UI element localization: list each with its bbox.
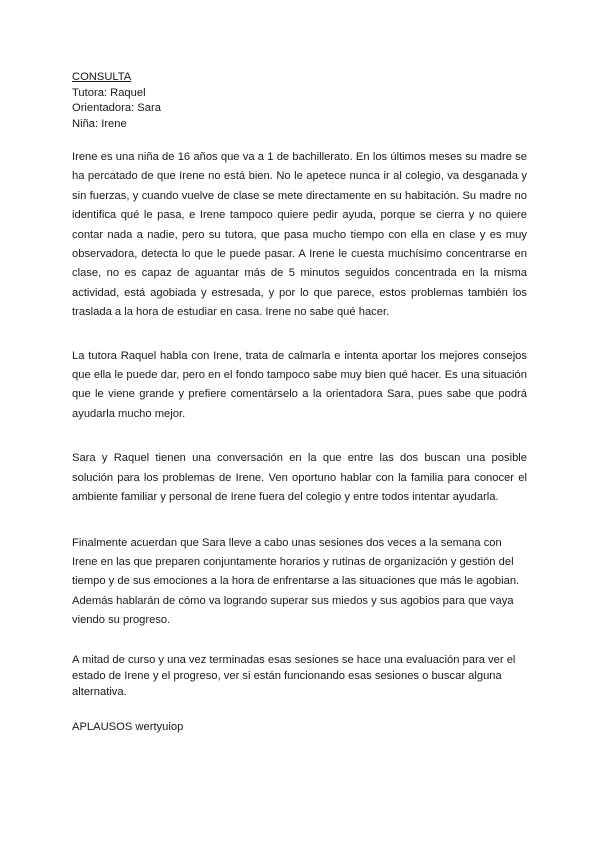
closing-line: APLAUSOS wertyuiop xyxy=(72,720,184,733)
document-title: CONSULTA xyxy=(72,71,132,83)
paragraph-tutor-talk: La tutora Raquel habla con Irene, trata de calmarla e intenta aportar los mejores consejos que ella le puede dar, pero en el fondo tampoco sabe muy bien qué hacer. Es una situación que le viene grande y prefiere comentárselo a la orientadora Sara, pues sabe que podrá ayudarla mucho mejor. xyxy=(72,349,527,420)
paragraph-meeting: Sara y Raquel tienen una conversación en la que entre las dos buscan una posible solución para los problemas de Irene. Ven oportuno hablar con la familia para conocer el ambiente familiar y personal de Irene fuera del colegio y entre todos intentar ayudarla. xyxy=(72,452,527,504)
document-page xyxy=(72,70,527,735)
counselor-line: Orientadora: Sara xyxy=(72,102,161,114)
tutor-line: Tutora: Raquel xyxy=(72,86,146,99)
paragraph-sessions: Finalmente acuerdan que Sara lleve a cabo unas sesiones dos veces a la semana con Irene en las que preparen conjuntamente horarios y rutinas de organización y gestión del tiempo y de sus emociones a la hora de enfrentarse a las situaciones que más le agobian. Además hablarán de cómo va logrando superar sus miedos y sus agobios para que vaya viendo su progreso. xyxy=(72,536,520,627)
student-line: Niña: Irene xyxy=(72,117,127,130)
paragraph-case-description: Irene es una niña de 16 años que va a 1 de bachillerato. En los últimos meses su madre se ha percatado de que Irene no está bien. No le apetece nunca ir al colegio, va desganada y sin fuerzas, y cuando vuelve de clase se mete directamente en su habitación. Su madre no identifica qué le pasa, e Irene tampoco quiere pedir ayuda, porque se cierra y no quiere contar nada a nadie, pero su tutora, que pasa mucho tiempo con ella en clase y es muy observadora, detecta lo que le puede pasar. A Irene le cuesta muchísimo concentrarse en clase, no es capaz de aguantar más de 5 minutos seguidos concentrada en la misma actividad, está agobiada y estresada, y por lo que parece, estos problemas también los traslada a la hora de estudiar en casa. Irene no sabe qué hacer. xyxy=(72,151,527,319)
paragraph-evaluation: A mitad de curso y una vez terminadas esas sesiones se hace una evaluación para ver el estado de Irene y el progreso, ver si están funcionando esas sesiones o buscar alguna alternativa. xyxy=(72,653,516,698)
document-header xyxy=(72,70,527,132)
